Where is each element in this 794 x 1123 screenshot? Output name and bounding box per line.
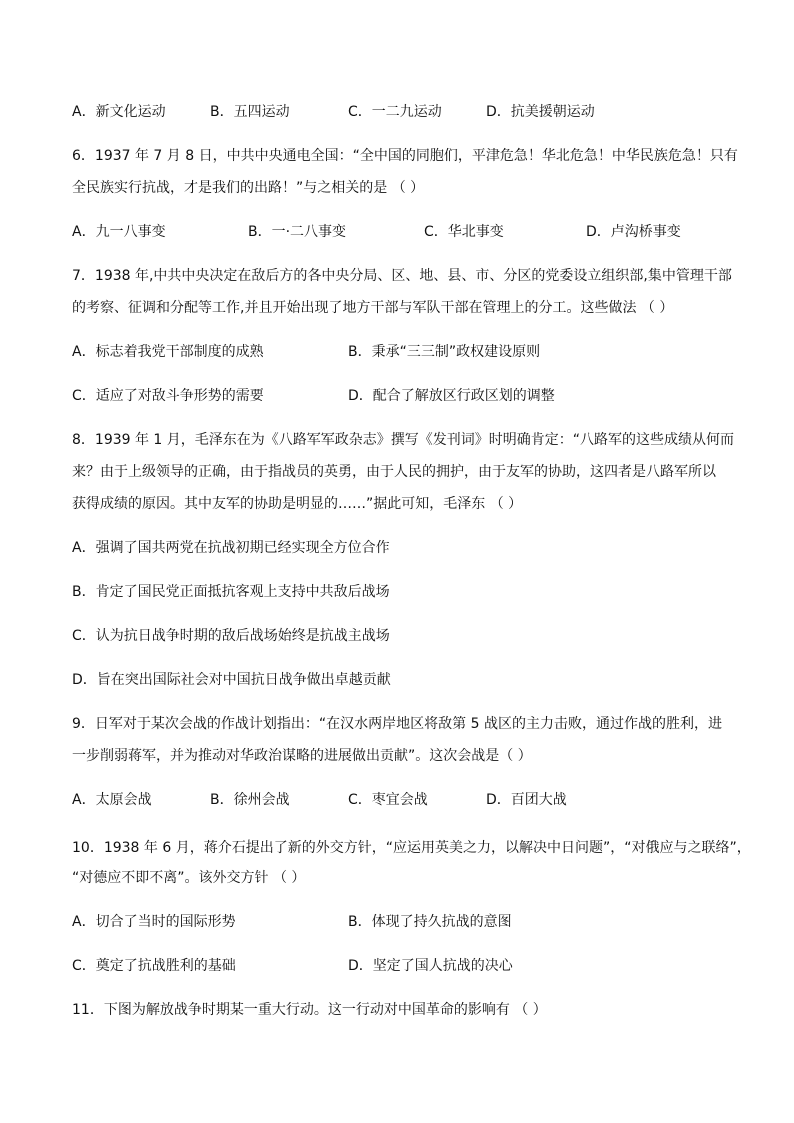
q11-stem-line-1: 11．下图为解放战争时期某一重大行动。这一行动对中国革命的影响有 （ ） bbox=[72, 1002, 547, 1018]
q8-stem-line-3: 获得成绩的原因。其中友军的协助是明显的……”据此可知，毛泽东 （ ） bbox=[72, 496, 523, 512]
q9-stem-line-1: 9．日军对于某次会战的作战计划指出：“在汉水两岸地区将敌第 5 战区的主力击败，通过作战的胜利，进 bbox=[72, 716, 722, 732]
q6-stem-line-2: 全民族实行抗战，才是我们的出路！”与之相关的是 （ ） bbox=[72, 180, 425, 196]
q6-option-b[interactable]: B．一·二八事变 bbox=[248, 224, 347, 240]
q8-stem-line-2: 来？由于上级领导的正确，由于指战员的英勇，由于人民的拥护，由于友军的协助，这四者是八路军所以 bbox=[72, 464, 716, 480]
q7-option-a[interactable]: A．标志着我党干部制度的成熟 bbox=[72, 344, 264, 360]
q5-option-c[interactable]: C．一二九运动 bbox=[348, 104, 442, 120]
q7-stem-line-2: 的考察、征调和分配等工作,并且开始出现了地方干部与军队干部在管理上的分工。这些做法 （ ） bbox=[72, 300, 674, 316]
q10-option-b[interactable]: B．体现了持久抗战的意图 bbox=[348, 914, 512, 930]
q10-stem-line-2: “对德应不即不离”。该外交方针 （ ） bbox=[72, 870, 306, 886]
q10-option-d[interactable]: D．坚定了国人抗战的决心 bbox=[348, 958, 513, 974]
q6-option-c[interactable]: C．华北事变 bbox=[424, 224, 504, 240]
q7-option-d[interactable]: D．配合了解放区行政区划的调整 bbox=[348, 388, 555, 404]
q10-option-a[interactable]: A．切合了当时的国际形势 bbox=[72, 914, 236, 930]
q5-option-d[interactable]: D．抗美援朝运动 bbox=[486, 104, 595, 120]
q7-option-b[interactable]: B．秉承“三三制”政权建设原则 bbox=[348, 344, 541, 360]
q9-option-b[interactable]: B．徐州会战 bbox=[210, 792, 290, 808]
q6-option-a[interactable]: A．九一八事变 bbox=[72, 224, 166, 240]
q9-option-a[interactable]: A．太原会战 bbox=[72, 792, 152, 808]
q8-option-c[interactable]: C．认为抗日战争时期的敌后战场始终是抗战主战场 bbox=[72, 628, 390, 644]
q10-stem-line-1: 10．1938 年 6 月，蒋介石提出了新的外交方针，“应运用英美之力，以解决中日问题”，“对俄应与之联络”， bbox=[72, 840, 751, 856]
q8-option-a[interactable]: A．强调了国共两党在抗战初期已经实现全方位合作 bbox=[72, 540, 390, 556]
q8-option-d[interactable]: D．旨在突出国际社会对中国抗日战争做出卓越贡献 bbox=[72, 672, 391, 688]
q8-stem-line-1: 8．1939 年 1 月，毛泽东在为《八路军军政杂志》撰写《发刊词》时明确肯定：“八路军的这些成绩从何而 bbox=[72, 432, 735, 448]
q7-stem-line-1: 7．1938 年,中共中央决定在敌后方的各中央分局、区、地、县、市、分区的党委设立组织部,集中管理干部 bbox=[72, 268, 732, 284]
q5-option-b[interactable]: B．五四运动 bbox=[210, 104, 290, 120]
q8-option-b[interactable]: B．肯定了国民党正面抵抗客观上支持中共敌后战场 bbox=[72, 584, 390, 600]
q9-option-c[interactable]: C．枣宜会战 bbox=[348, 792, 428, 808]
q6-stem-line-1: 6．1937 年 7 月 8 日，中共中央通电全国：“全中国的同胞们，平津危急！华北危急！中华民族危急！只有 bbox=[72, 148, 738, 164]
q5-option-a[interactable]: A．新文化运动 bbox=[72, 104, 166, 120]
q9-option-d[interactable]: D．百团大战 bbox=[486, 792, 567, 808]
q7-option-c[interactable]: C．适应了对敌斗争形势的需要 bbox=[72, 388, 264, 404]
q9-stem-line-2: 一步削弱蒋军，并为推动对华政治谋略的进展做出贡献”。这次会战是（ ） bbox=[72, 748, 532, 764]
q10-option-c[interactable]: C．奠定了抗战胜利的基础 bbox=[72, 958, 236, 974]
q6-option-d[interactable]: D．卢沟桥事变 bbox=[586, 224, 681, 240]
